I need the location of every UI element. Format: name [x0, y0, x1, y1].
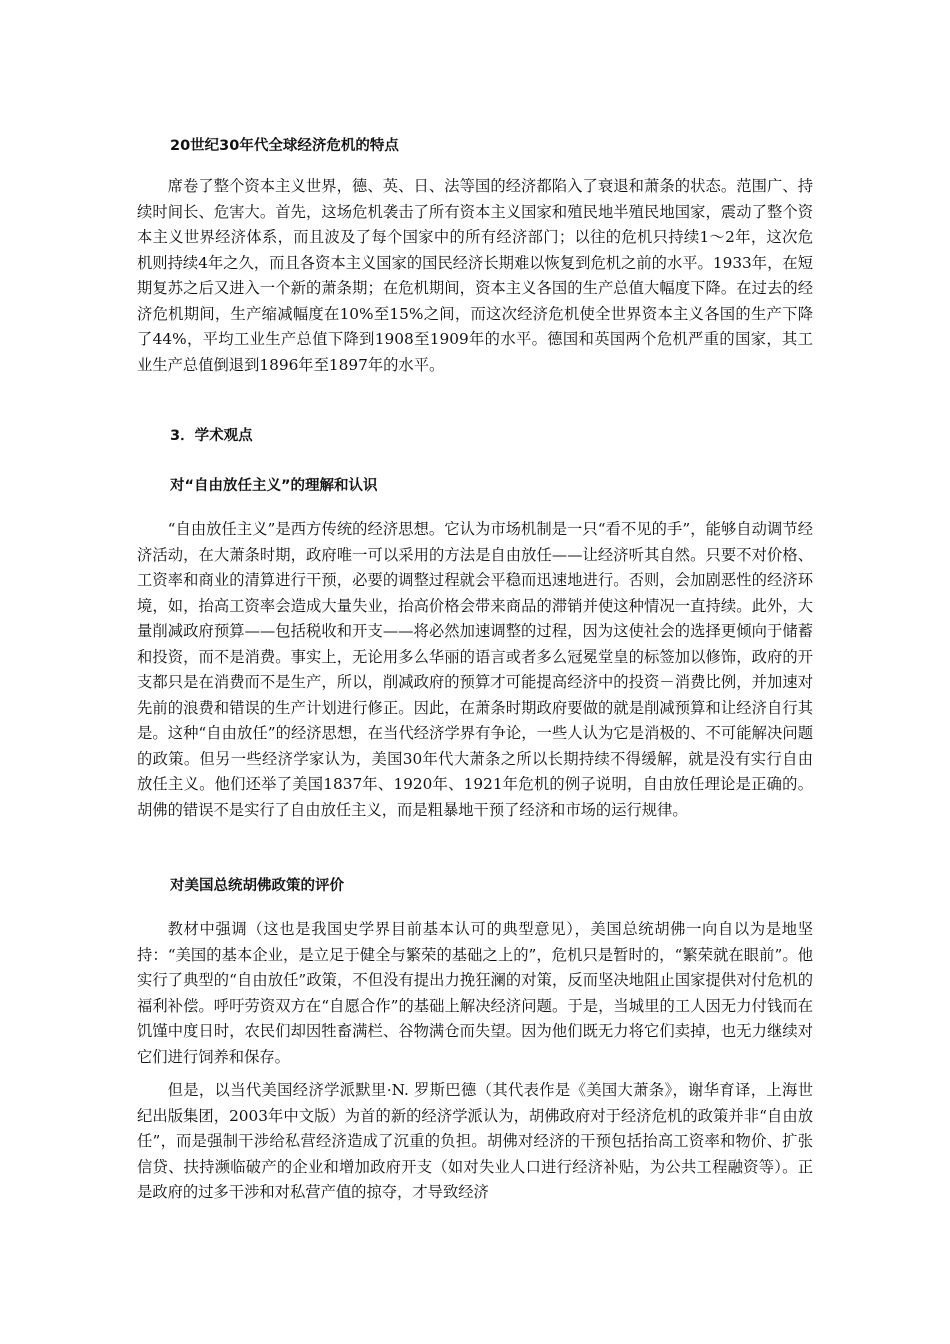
paragraph-crisis-features: 席卷了整个资本主义世界，德、英、日、法等国的经济都陷入了衰退和萧条的状态。范围广、持续时间长、危害大。首先，这场危机袭击了所有资本主义国家和殖民地半殖民地国家，震动了整个资本主义世界经济体系，而且波及了每个国家中的所有经济部门；以往的危机只持续1～2年，这次危机则持续4年之久，而且各资本主义国家的国民经济长期难以恢复到危机之前的水平。1933年，在短期复苏之后又进入一个新的萧条期；在危机期间，资本主义各国的生产总值大幅度下降。在过去的经济危机期间，生产缩减幅度在10%至15%之间，而这次经济危机使全世界资本主义各国的生产下降了44%，平均工业生产总值下降到1908至1909年的水平。德国和英国两个危机严重的国家，其工业生产总值倒退到1896年至1897年的水平。 — [137, 177, 813, 374]
paragraph-hoover-textbook: 教材中强调（这也是我国史学界目前基本认可的典型意见），美国总统胡佛一向自以为是地坚持：“美国的基本企业，是立足于健全与繁荣的基础之上的”，危机只是暂时的，“繁荣就在眼前”。他实行了典型的“自由放任”政策，不但没有提出力挽狂澜的对策，反而坚决地阻止国家提供对付危机的福利补偿。呼吁劳资双方在“自愿合作”的基础上解决经济问题。于是，当城里的工人因无力付钱而在饥馑中度日时，农民们却因牲畜满栏、谷物满仓而失望。因为他们既无力将它们卖掉，也无力继续对它们进行饲养和保存。 — [137, 920, 813, 1066]
section-heading-laissez-faire: 对“自由放任主义”的理解和认识 — [170, 478, 378, 494]
paragraph-laissez-faire: “自由放任主义”是西方传统的经济思想。它认为市场机制是一只“看不见的手”，能够自动调节经济活动，在大萧条时期，政府唯一可以采用的方法是自由放任——让经济听其自然。只要不对价格、工资率和商业的清算进行干预，必要的调整过程就会平稳而迅速地进行。否则，会加剧恶性的经济环境，如，抬高工资率会造成大量失业，抬高价格会带来商品的滞销并使这种情况一直持续。此外，大量削减政府预算——包括税收和开支——将必然加速调整的过程，因为这使社会的选择更倾向于储蓄和投资，而不是消费。事实上，无论用多么华丽的语言或者多么冠冕堂皇的标签加以修饰，政府的开支都只是在消费而不是生产，所以，削减政府的预算才可能提高经济中的投资－消费比例，并加速对先前的浪费和错误的生产计划进行修正。因此，在萧条时期政府要做的就是削减预算和让经济自行其是。这种“自由放任”的经济思想，在当代经济学界有争论，一些人认为它是消极的、不可能解决问题的政策。但另一些经济学家认为，美国30年代大萧条之所以长期持续不得缓解，就是没有实行自由放任主义。他们还举了美国1837年、1920年、1921年危机的例子说明，自由放任理论是正确的。胡佛的错误不是实行了自由放任主义，而是粗暴地干预了经济和市场的运行规律。 — [137, 520, 813, 819]
section-heading-academic-views: 3．学术观点 — [170, 428, 253, 444]
section-heading-hoover-evaluation: 对美国总统胡佛政策的评价 — [170, 878, 344, 894]
paragraph-hoover-rothbard: 但是，以当代美国经济学派默里·N. 罗斯巴德（其代表作是《美国大萧条》，谢华育译，上海世纪出版集团，2003年中文版）为首的新的经济学派认为，胡佛政府对于经济危机的政策并非“自由放任”，而是强制干涉给私营经济造成了沉重的负担。胡佛对经济的干预包括抬高工资率和物价、扩张信贷、扶持濒临破产的企业和增加政府开支（如对失业人口进行经济补贴，为公共工程融资等）。正是政府的过多干涉和对私营产值的掠夺，才导致经济 — [137, 1081, 813, 1201]
section-heading-crisis-features: 20世纪30年代全球经济危机的特点 — [170, 138, 399, 154]
